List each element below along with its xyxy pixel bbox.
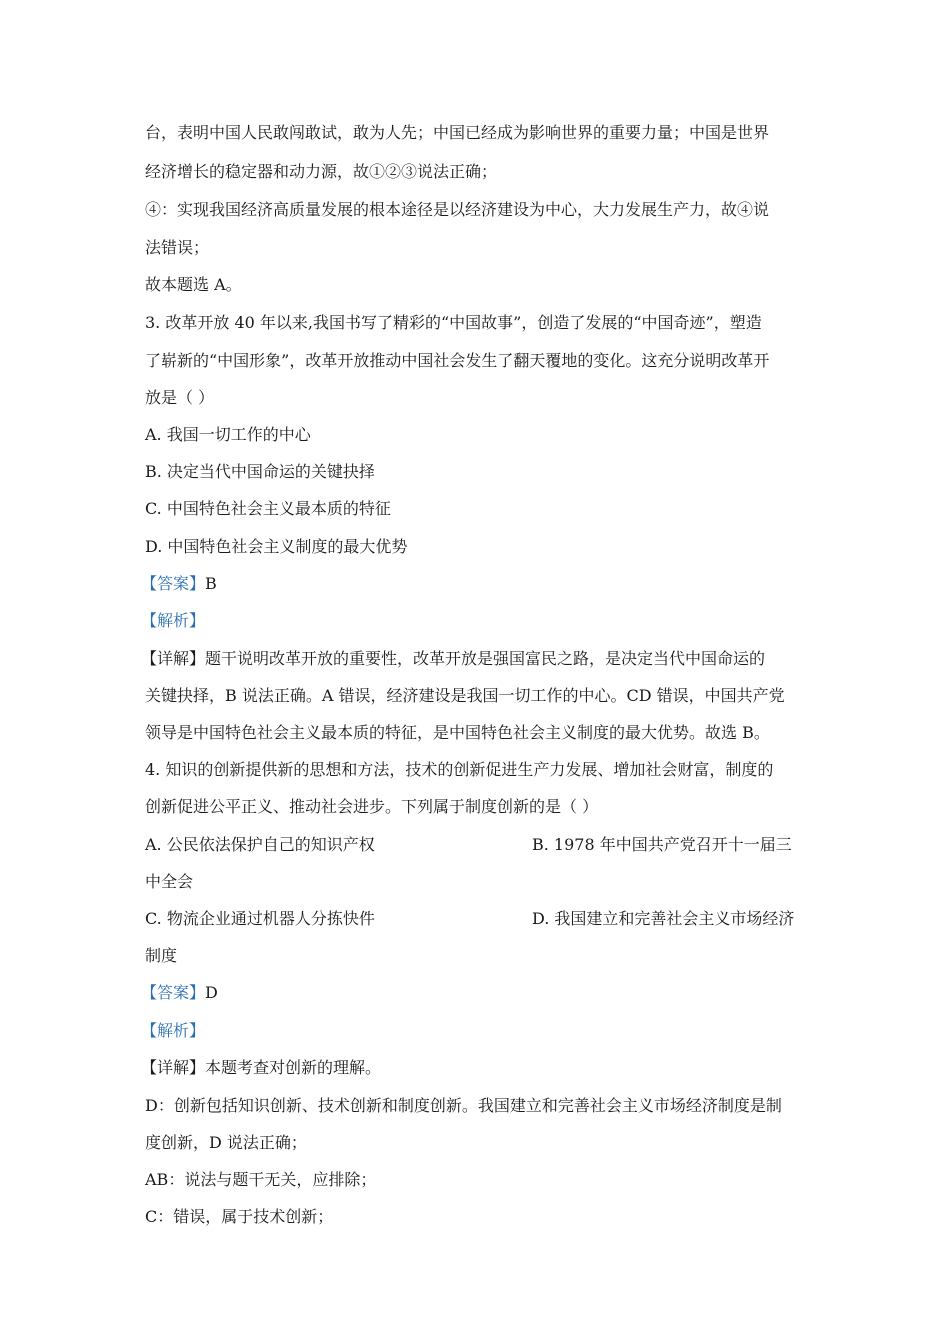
question-4-stem: 创新促进公平正义、推动社会进步。下列属于制度创新的是（ ） [145,797,599,816]
question-3-option-c: C. 中国特色社会主义最本质的特征 [145,499,391,518]
question-4-option-d: D. 我国建立和完善社会主义市场经济 [532,909,795,928]
text-line: AB：说法与题干无关，应排除； [145,1170,377,1189]
text-line: D：创新包括知识创新、技术创新和制度创新。我国建立和完善社会主义市场经济制度是制 [145,1096,782,1115]
answer-label: 【答案】 [141,983,206,1002]
detail-label: 【详解】 [141,1058,206,1077]
question-4-option-b: B. 1978 年中国共产党召开十一届三 [532,835,792,854]
question-3-stem: 了崭新的“中国形象”，改革开放推动中国社会发生了翻天覆地的变化。这充分说明改革开 [145,351,770,370]
question-4-option-c: C. 物流企业通过机器人分拣快件 [145,909,375,928]
detail-line: 【详解】本题考查对创新的理解。 [141,1058,382,1077]
text-line: 关键抉择，B 说法正确。A 错误，经济建设是我国一切工作的中心。CD 错误，中国共产党 [145,686,785,705]
detail-label: 【详解】 [141,649,206,668]
answer-label: 【答案】 [141,574,206,593]
question-4-option-a: A. 公民依法保护自己的知识产权 [145,835,375,854]
question-3-option-a: A. 我国一切工作的中心 [145,425,311,444]
answer-line [141,574,217,594]
text-line: 台，表明中国人民敢闯敢试，敢为人先；中国已经成为影响世界的重要力量；中国是世界 [145,123,770,142]
question-3-stem: 放是（ ） [145,388,215,407]
text-line: 度创新，D 说法正确； [145,1133,307,1152]
answer-value: B [205,574,217,593]
text-line: ④：实现我国经济高质量发展的根本途径是以经济建设为中心，大力发展生产力，故④说 [145,200,770,219]
answer-line [141,983,218,1003]
analysis-label: 【解析】 [141,611,206,630]
text-line: 制度 [145,946,178,965]
question-3-option-d: D. 中国特色社会主义制度的最大优势 [145,537,408,556]
answer-value: D [205,983,218,1002]
question-3-stem: 3. 改革开放 40 年以来,我国书写了精彩的“中国故事”，创造了发展的“中国奇迹”，塑造 [145,313,762,332]
question-3-option-b: B. 决定当代中国命运的关键抉择 [145,462,375,481]
question-4-stem: 4. 知识的创新提供新的思想和方法，技术的创新促进生产力发展、增加社会财富，制度的 [145,760,774,779]
text-line: C：错误，属于技术创新； [145,1207,334,1226]
analysis-label: 【解析】 [141,1021,206,1040]
text-line: 领导是中国特色社会主义最本质的特征，是中国特色社会主义制度的最大优势。故选 B。 [145,723,770,742]
text-line: 故本题选 A。 [145,275,242,294]
text-line: 中全会 [145,872,194,891]
text-line: 法错误； [145,238,210,257]
detail-line: 【详解】题干说明改革开放的重要性，改革开放是强国富民之路，是决定当代中国命运的 [141,649,766,668]
text-line: 经济增长的稳定器和动力源，故①②③说法正确； [145,162,498,181]
